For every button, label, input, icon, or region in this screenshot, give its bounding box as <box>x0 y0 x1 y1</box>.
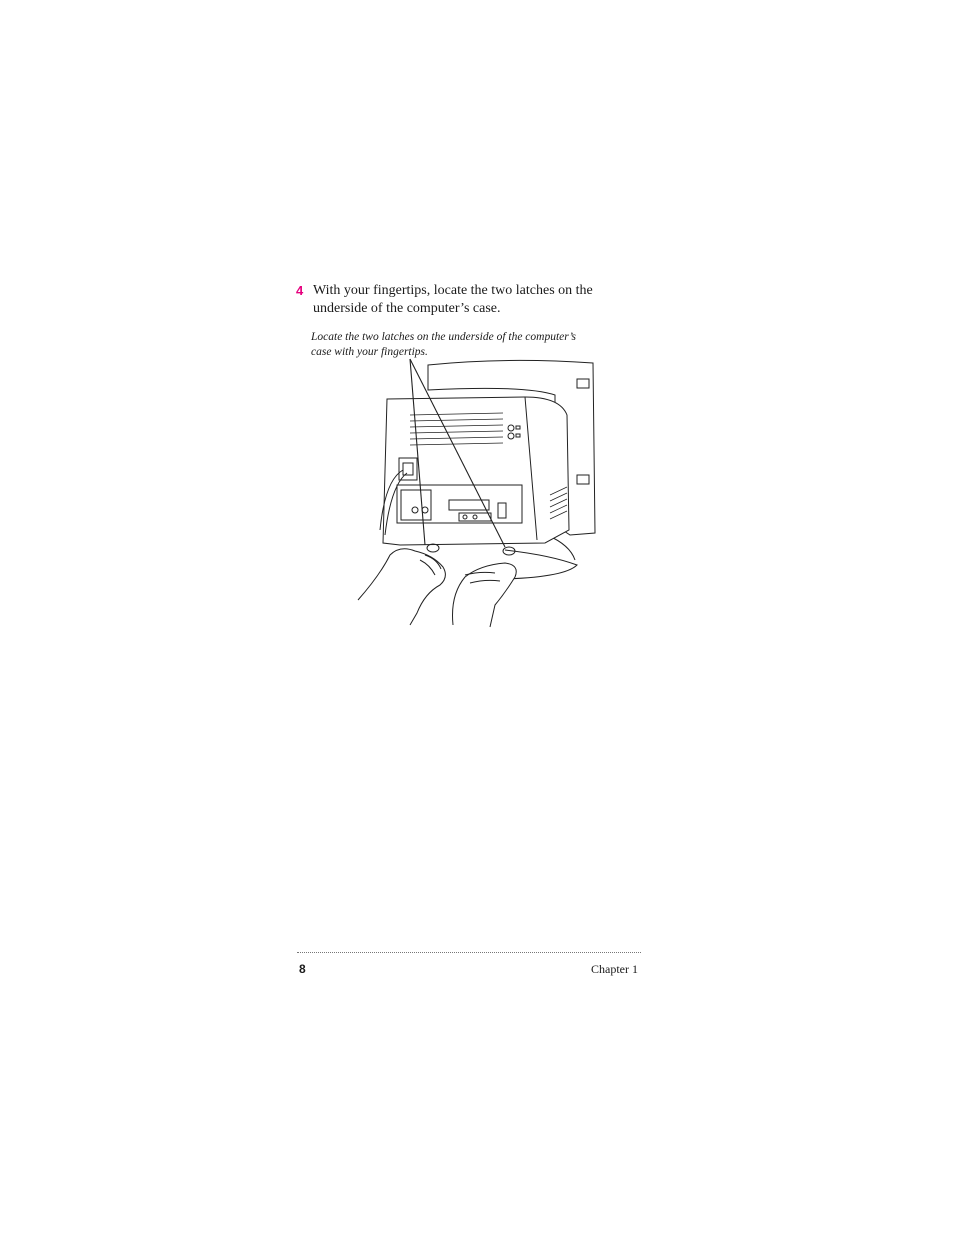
chapter-label: Chapter 1 <box>591 962 638 976</box>
figure-caption: Locate the two latches on the underside of the computer’s case with your fingertips. <box>311 331 576 358</box>
footer-divider <box>297 952 641 953</box>
page-number: 8 <box>299 962 306 976</box>
step-text: With your fingertips, locate the two latches on the underside of the computer’s case. <box>313 283 593 316</box>
step-number: 4 <box>296 283 304 298</box>
computer-rear-hands-illustration <box>355 355 600 630</box>
